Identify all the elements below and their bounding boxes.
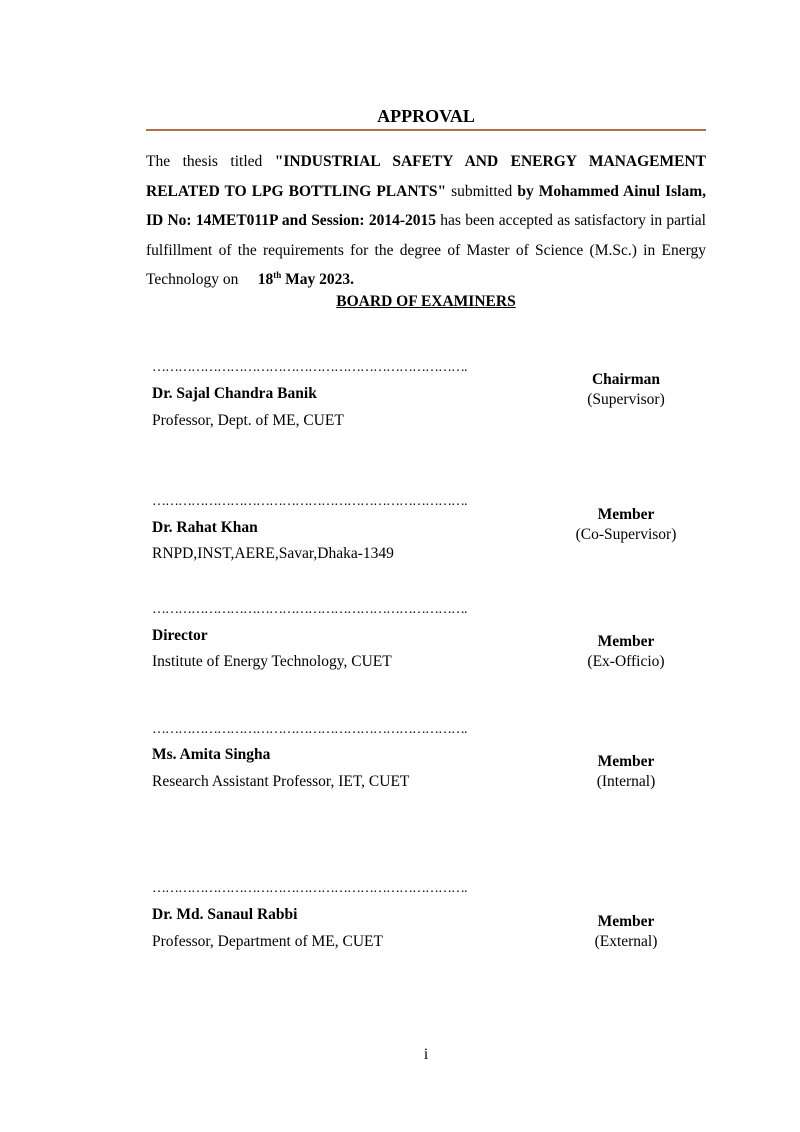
role-detail: (External) <box>594 933 658 950</box>
examiner-name: Director <box>152 627 208 644</box>
examiner-role <box>556 912 696 952</box>
examiner-role <box>556 752 696 792</box>
examiner-role <box>556 632 696 672</box>
intro-text: The thesis titled <box>146 153 275 170</box>
board-heading: BOARD OF EXAMINERS <box>336 293 516 310</box>
title-underline-divider <box>146 129 706 131</box>
examiner-name: Dr. Rahat Khan <box>152 519 258 536</box>
role-title: Member <box>597 506 655 523</box>
examiner-role <box>556 505 696 545</box>
role-title: Member <box>597 633 655 650</box>
role-title: Member <box>597 913 655 930</box>
signature-line: ………………………………………………………………. <box>152 881 467 896</box>
role-detail: (Co-Supervisor) <box>575 526 677 543</box>
role-detail: (Supervisor) <box>587 391 665 408</box>
signature-line: ………………………………………………………………. <box>152 722 467 737</box>
examiner-name: Dr. Sajal Chandra Banik <box>152 385 317 402</box>
student-details: by Mohammed Ainul Islam, ID No: 14MET011P and Session: 2014-2015 <box>146 182 707 229</box>
page-title: APPROVAL <box>377 106 475 126</box>
signature-line: ………………………………………………………………. <box>152 602 467 617</box>
examiner-affiliation: RNPD,INST,AERE,Savar,Dhaka-1349 <box>152 545 394 562</box>
role-title: Chairman <box>591 371 661 388</box>
role-title: Member <box>597 753 655 770</box>
page-number: i <box>423 1046 429 1063</box>
examiner-affiliation: Institute of Energy Technology, CUET <box>152 653 392 670</box>
thesis-title: "INDUSTRIAL SAFETY AND ENERGY MANAGEMENT RELATED TO LPG BOTTLING PLANTS" <box>146 153 706 200</box>
role-detail: (Ex-Officio) <box>587 653 665 670</box>
approval-date: 18th May 2023. <box>257 270 354 288</box>
examiner-affiliation: Professor, Department of ME, CUET <box>152 933 383 950</box>
signature-line: ………………………………………………………………. <box>152 360 467 375</box>
signature-line: ………………………………………………………………. <box>152 494 467 509</box>
examiner-name: Ms. Amita Singha <box>152 746 271 763</box>
examiner-affiliation: Research Assistant Professor, IET, CUET <box>152 773 410 790</box>
examiner-role <box>556 370 696 410</box>
role-detail: (Internal) <box>596 773 656 790</box>
examiner-name: Dr. Md. Sanaul Rabbi <box>152 906 298 923</box>
intro-text: submitted <box>446 182 518 200</box>
approval-statement <box>146 147 706 295</box>
examiner-affiliation: Professor, Dept. of ME, CUET <box>152 412 344 429</box>
intro-text: has been accepted as satisfactory in partial fulfillment of the requirements for the degree of Master of Science (M.Sc.) in Energy Technology on <box>146 212 706 288</box>
